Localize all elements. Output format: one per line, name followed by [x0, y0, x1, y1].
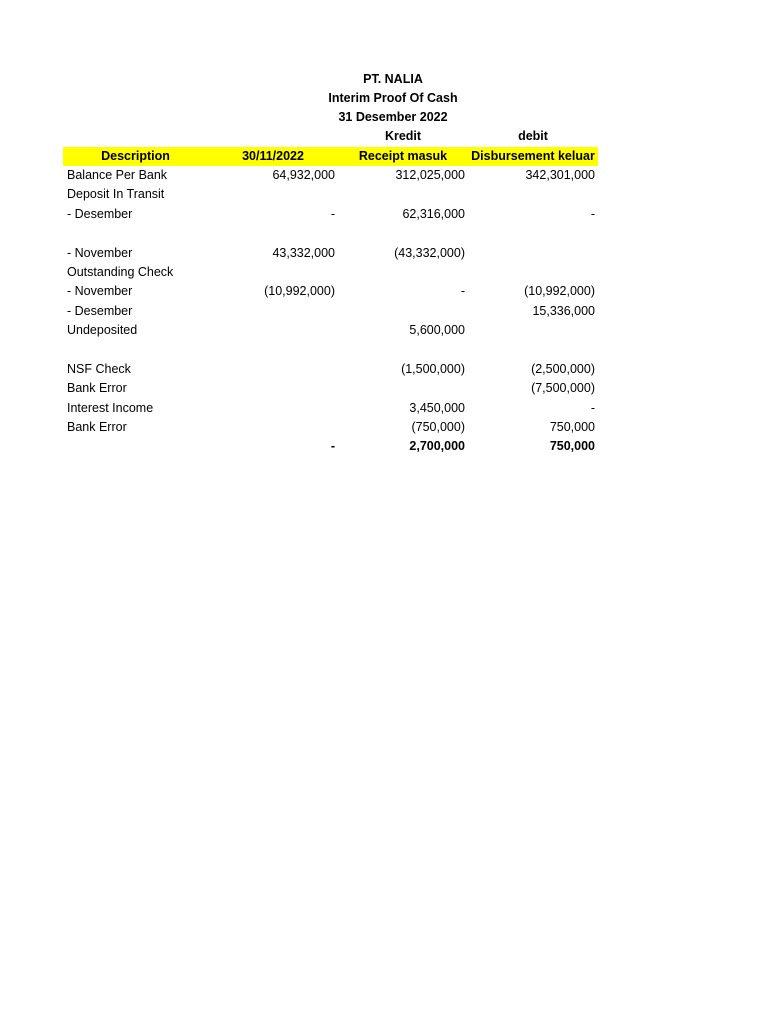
table-row: [63, 282, 598, 301]
row-disbursement: (10,992,000): [524, 284, 595, 298]
row-description: Bank Error: [67, 420, 127, 434]
row-disbursement: 750,000: [549, 420, 595, 434]
row-balance: [205, 224, 335, 243]
header-balance-date: 30/11/2022: [242, 149, 304, 163]
row-balance: [205, 360, 335, 379]
debit-label: debit: [518, 129, 548, 143]
total-balance: -: [330, 439, 335, 453]
table-header: [63, 147, 598, 166]
row-receipt: [335, 302, 465, 321]
row-receipt: [335, 185, 465, 204]
row-description: [67, 224, 227, 243]
row-disbursement: [465, 340, 595, 359]
row-receipt: (43,332,000): [394, 246, 465, 260]
row-receipt: -: [460, 284, 465, 298]
total-disbursement: 750,000: [549, 439, 595, 453]
kredit-label: Kredit: [384, 129, 422, 143]
row-description: - Desember: [67, 304, 133, 318]
row-description: Outstanding Check: [67, 265, 174, 279]
row-disbursement: (7,500,000): [531, 381, 595, 395]
totals-row: [63, 437, 598, 456]
row-disbursement: [465, 244, 595, 263]
row-balance: [205, 302, 335, 321]
row-receipt: 5,600,000: [409, 323, 465, 337]
row-disbursement: [465, 185, 595, 204]
row-description: Deposit In Transit: [67, 187, 165, 201]
table-row: [63, 263, 598, 282]
row-disbursement: 342,301,000: [525, 168, 595, 182]
row-balance: -: [330, 207, 335, 221]
row-description: - November: [67, 284, 133, 298]
report-date: 31 Desember 2022: [338, 110, 448, 124]
report-title: Interim Proof Of Cash: [328, 91, 458, 105]
row-balance: [205, 399, 335, 418]
company-name: PT. NALIA: [363, 72, 423, 86]
table-row: [63, 418, 598, 437]
row-balance: [205, 321, 335, 340]
row-balance: 64,932,000: [272, 168, 335, 182]
table-row: [63, 224, 598, 243]
row-balance: [205, 379, 335, 398]
table-row: [63, 321, 598, 340]
row-receipt: 3,450,000: [409, 401, 465, 415]
row-description: - November: [67, 246, 133, 260]
row-description: - Desember: [67, 207, 133, 221]
row-description: [67, 340, 227, 359]
header-disbursement: Disbursement keluar: [471, 149, 595, 163]
row-receipt: [335, 263, 465, 282]
row-description: Bank Error: [67, 381, 127, 395]
table-row: [63, 205, 598, 224]
table-row: [63, 340, 598, 359]
row-disbursement: -: [590, 207, 595, 221]
table-row: [63, 244, 598, 263]
table-row: [63, 379, 598, 398]
header-description: Description: [101, 149, 170, 163]
table-row: [63, 185, 598, 204]
row-disbursement: 15,336,000: [532, 304, 595, 318]
table-row: [63, 302, 598, 321]
table-row: [63, 360, 598, 379]
header-receipt: Receipt masuk: [358, 149, 448, 163]
row-description: Balance Per Bank: [67, 168, 168, 182]
row-description: NSF Check: [67, 362, 131, 376]
row-receipt: [335, 340, 465, 359]
row-balance: [205, 418, 335, 437]
row-receipt: [335, 224, 465, 243]
row-receipt: 312,025,000: [395, 168, 465, 182]
row-balance: 43,332,000: [272, 246, 335, 260]
total-receipt: 2,700,000: [409, 439, 465, 453]
row-receipt: (1,500,000): [401, 362, 465, 376]
row-balance: [205, 263, 335, 282]
row-receipt: [335, 379, 465, 398]
row-balance: [205, 340, 335, 359]
row-receipt: (750,000): [411, 420, 465, 434]
row-disbursement: (2,500,000): [531, 362, 595, 376]
row-receipt: 62,316,000: [402, 207, 465, 221]
row-disbursement: [465, 263, 595, 282]
row-balance: (10,992,000): [264, 284, 335, 298]
row-disbursement: [465, 321, 595, 340]
row-description: Undeposited: [67, 323, 138, 337]
table-row: [63, 166, 598, 185]
row-balance: [205, 185, 335, 204]
row-description: Interest Income: [67, 401, 154, 415]
column-top-labels: [63, 127, 598, 146]
row-disbursement: [465, 224, 595, 243]
table-row: [63, 399, 598, 418]
row-disbursement: -: [590, 401, 595, 415]
